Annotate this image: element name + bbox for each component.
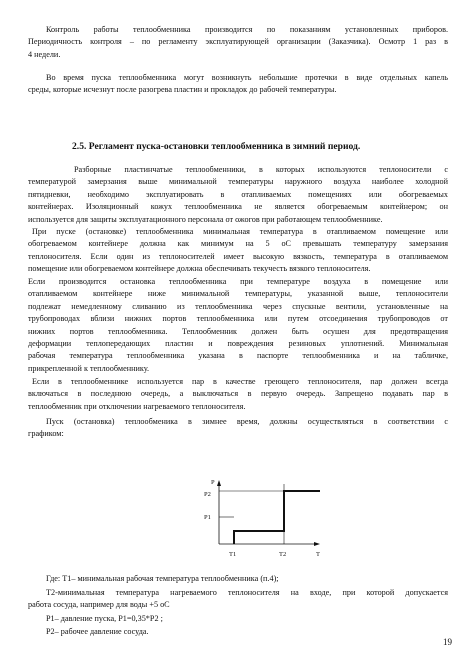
x-axis-label: T xyxy=(316,551,320,558)
text-line: Пуск (остановка) теплообменика в зимнее время, должны осуществляться в соответствии с xyxy=(46,417,448,426)
paragraph-schedule xyxy=(28,416,448,441)
paragraph-plate-heat-exchangers xyxy=(28,164,448,226)
paragraph-start-stop-temperature xyxy=(28,226,448,276)
p2-label: P2 xyxy=(204,491,211,498)
text-line: теплообменник при отключении нагреваемого теплоносителя. xyxy=(28,401,246,411)
text-line: контейнерах. Изоляционный кожух теплообменника не является обогреваемым контейнером; он xyxy=(28,202,448,212)
paragraph-drain xyxy=(28,276,448,375)
legend-t2 xyxy=(28,587,448,612)
text-line: Контроль работы теплообменника производится по показаниям установленных приборов. xyxy=(46,25,448,34)
text-line: теплоносителя. Если один из теплоносителей имеет высокую вязкость, температура в отапливаемом xyxy=(28,251,448,261)
text-line: обогреваемом контейнере должна как минимум на 5 оС превышать температуру замерзания xyxy=(28,239,448,249)
text-line: Если в теплообменнике используется пар в качестве греющего теплоносителя, пар должен всегда xyxy=(32,377,448,386)
text-line: При пуске (остановке) теплообменника минимальная температура в отапливаемом помещение или xyxy=(32,227,448,236)
p1-label: P1 xyxy=(204,514,211,521)
start-curve xyxy=(234,491,320,544)
text-line: используется для защиты эксплуатационного персонала от ожогов при работающем теплообменнике. xyxy=(28,214,383,224)
text-line: Разборные пластинчатые теплообменники, в которых используются теплоносители с xyxy=(74,165,448,174)
text-line: помещение или обогреваемом контейнере должна обеспечивать текучесть вязкого теплоносителя. xyxy=(28,264,371,274)
text-line: пятидневки, необходимо эксплуатировать в отапливаемых помещениях или обогреваемых xyxy=(28,189,448,199)
text-line: среды, которые исчезнут после разогрева пластин и прокладок до рабочей температуры. xyxy=(28,85,337,95)
text-line: графиком: xyxy=(28,429,64,439)
text-line: нижних портов теплообменника. Теплообменник должен быть осушен для предотвращения xyxy=(28,326,448,336)
text-line: включаться в последнюю очередь, а выключаться в первую очередь. Запрещено подавать пар в xyxy=(28,389,448,399)
text-line: Р2– рабочее давление сосуда. xyxy=(46,627,149,636)
text-line: прикрепленной к теплообменнику. xyxy=(28,363,150,373)
text-line: 4 недели. xyxy=(28,49,61,59)
pressure-temperature-graph xyxy=(196,476,336,564)
t1-label: T1 xyxy=(229,551,237,558)
text-line: Во время пуска теплообменника могут возникнуть небольшие протечки в виде отдельных капель xyxy=(46,73,448,82)
text-line: работа сосуда, например для воды +5 оС xyxy=(28,600,170,610)
text-line: подлежат немедленному сливанию из теплообменника через спускные вентили, установленные на xyxy=(28,301,448,311)
y-axis-arrow xyxy=(217,480,221,486)
paragraph-control xyxy=(28,24,448,61)
text-line: Т2-минимальная температура нагреваемого теплоносителя на входе, при которой допускается xyxy=(46,588,448,597)
text-line: отапливаемом контейнере ниже минимальной температуры, указанной выше, теплоносители xyxy=(28,289,448,299)
legend-t1 xyxy=(28,573,448,585)
text-line: температурой замерзания выше минимальной температуры наружного воздуха наиболее холодной xyxy=(28,177,448,187)
paragraph-steam xyxy=(28,376,448,413)
section-heading: 2.5. Регламент пуска-остановки теплообменника в зимний период. xyxy=(72,141,361,152)
legend-p2 xyxy=(28,626,448,638)
x-axis-arrow xyxy=(314,542,320,546)
text-line: Р1– давление пуска, Р1=0,35*Р2 ; xyxy=(46,614,163,623)
y-axis-label: P xyxy=(211,479,215,486)
legend-p1 xyxy=(28,613,448,625)
text-line: Если производится остановка теплообменника при температуре воздуха в помещение или xyxy=(28,277,448,286)
text-line: деформации теплопередающих пластин и повреждения резиновых уплотнений. Минимальная xyxy=(28,339,448,349)
page-number: 19 xyxy=(443,637,452,647)
text-line: Периодичность контроля – по регламенту эксплуатирующей организации (Заказчика). Осмотр 1 раз в xyxy=(28,37,448,47)
text-line: Где: Т1– минимальная рабочая температура теплообменника (п.4); xyxy=(46,574,279,583)
text-line: рабочая температура теплообменника указана в паспорте теплообменника и на табличке, xyxy=(28,351,448,361)
t2-label: T2 xyxy=(279,551,287,558)
text-line: трубопроводах вблизи нижних портов теплообменника или путем отсоединения трубопроводов от xyxy=(28,314,448,324)
paragraph-leaks xyxy=(28,72,448,97)
